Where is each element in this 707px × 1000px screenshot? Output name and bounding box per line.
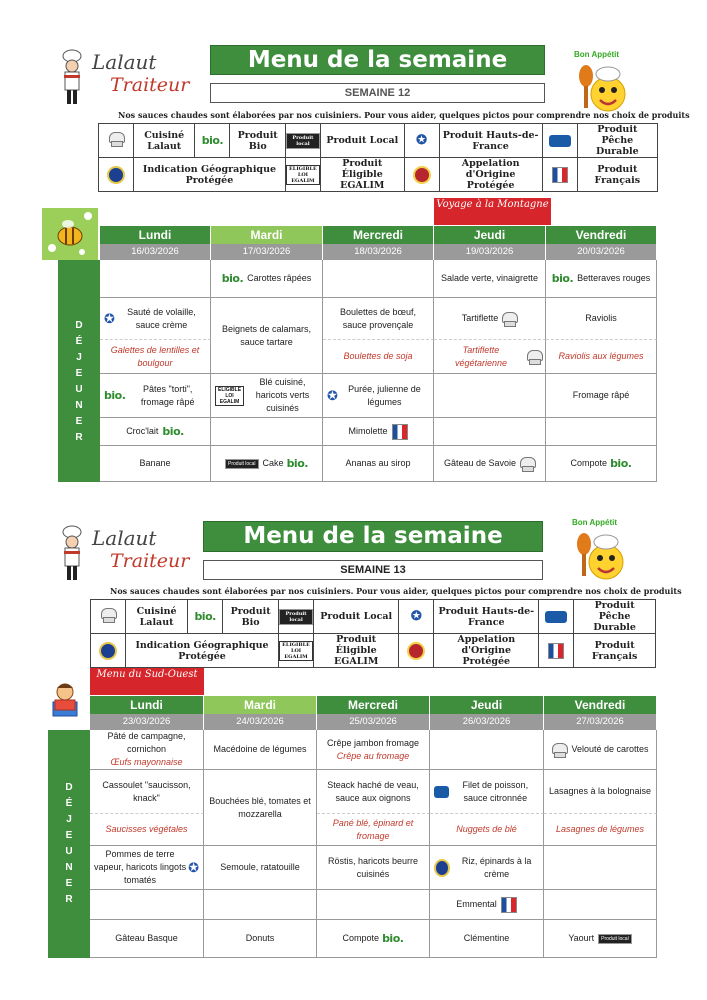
menu-cell <box>317 890 430 920</box>
menu-cell <box>430 814 544 846</box>
dish-text: Compote <box>342 933 380 943</box>
menu-cell <box>546 446 657 482</box>
legend-aop: Appelation d'Origine Protégée <box>439 158 542 192</box>
legend-icon-cell <box>542 124 577 158</box>
egalim-icon-line2: LOI EGALIM <box>284 647 308 660</box>
week-number: SEMAINE 13 <box>203 560 543 580</box>
day-date: 27/03/2026 <box>544 714 657 730</box>
day-date: 16/03/2026 <box>100 244 211 260</box>
dish-text: Tartiflette <box>461 313 499 323</box>
hauts-de-france-icon: ✪ <box>327 388 338 403</box>
bio-icon: bio. <box>221 272 244 285</box>
hauts-de-france-icon: ✪ <box>188 860 199 875</box>
legend-icon-cell <box>542 158 577 192</box>
legend-icon-cell <box>91 634 126 668</box>
menu-cell <box>430 890 544 920</box>
legend-icon-cell <box>99 124 134 158</box>
legend-icon-cell <box>279 634 314 668</box>
legend-peche: Produit Pêche Durable <box>574 600 656 634</box>
menu-cell <box>90 920 204 958</box>
dish-text: Raviolis aux légumes <box>558 351 644 361</box>
menu-cell <box>544 770 657 814</box>
legend-bio: Produit Bio <box>223 600 279 634</box>
menu-cell-alt: Œufs mayonnaise <box>110 757 183 767</box>
bio-icon: bio. <box>286 457 308 470</box>
day-header: Lundi <box>90 696 204 714</box>
legend-icon-cell <box>399 600 434 634</box>
day-header: Vendredi <box>546 226 657 244</box>
egalim-icon-line2: LOI EGALIM <box>291 171 315 184</box>
dish-text: Pâté de campagne, cornichon <box>107 731 186 754</box>
menu-cell <box>100 340 211 374</box>
legend-aop: Appelation d'Origine Protégée <box>434 634 539 668</box>
theme-banner: Voyage à la Montagne <box>434 198 551 225</box>
legend-hdf: Produit Hauts-de-France <box>434 600 539 634</box>
igp-icon <box>99 642 117 660</box>
dish-text: Lasagnes de légumes <box>555 824 645 834</box>
legend-icon-cell <box>195 124 230 158</box>
brand-logo <box>58 48 188 108</box>
sauce-note: Nos sauces chaudes sont élaborées par nos cuisiniers. Pour vous aider, quelques pictos pour comprendre nos choix de produits <box>110 586 682 596</box>
dish-text: Boulettes de soja <box>343 351 413 361</box>
pictogram-legend <box>98 123 658 192</box>
dish-text: Pommes de terre vapeur, haricots lingots tomatés <box>94 849 187 885</box>
produit-francais-icon <box>552 167 568 183</box>
menu-cell <box>317 770 430 814</box>
day-header: Mardi <box>204 696 317 714</box>
theme-banner: Menu du Sud-Ouest <box>90 668 204 695</box>
menu-cell <box>323 418 434 446</box>
day-date: 18/03/2026 <box>323 244 434 260</box>
menu-cell <box>546 298 657 340</box>
legend-icon-cell <box>539 634 574 668</box>
dejeuner-text: DÉJEUNER <box>75 320 83 443</box>
menu-cell <box>434 260 546 298</box>
menu-cell <box>544 890 657 920</box>
day-date: 17/03/2026 <box>211 244 323 260</box>
hauts-de-france-icon: ✪ <box>416 133 428 148</box>
dish-text: Raviolis <box>585 313 617 323</box>
legend-francais: Produit Français <box>574 634 656 668</box>
menu-cell <box>204 770 317 846</box>
menu-cell <box>211 298 323 374</box>
legend-egalim: Produit Éligible EGALIM <box>320 158 404 192</box>
dish-text: Crêpe jambon fromage <box>326 737 420 748</box>
chef-hat-icon <box>100 608 116 622</box>
day-date: 23/03/2026 <box>90 714 204 730</box>
dish-text: Banane <box>139 458 171 468</box>
legend-igp: Indication Géographique Protégée <box>126 634 279 668</box>
menu-cell <box>90 814 204 846</box>
hauts-de-france-icon: ✪ <box>104 311 115 326</box>
dish-text: Boulettes de bœuf, sauce provençale <box>339 306 417 330</box>
day-header: Mercredi <box>317 696 430 714</box>
menu-cell <box>544 814 657 846</box>
menu-cell <box>430 770 544 814</box>
aop-icon <box>407 642 425 660</box>
dish-text: Gâteau Basque <box>115 933 178 943</box>
dish-text: Gâteau de Savoie <box>443 458 517 468</box>
dish-text: Semoule, ratatouille <box>220 862 300 872</box>
page-title: Menu de la semaine <box>210 45 545 75</box>
bio-icon: bio. <box>382 932 404 945</box>
dejeuner-label <box>58 260 100 482</box>
legend-cuisine: Cuisiné Lalaut <box>134 124 195 158</box>
dish-text: Lasagnes à la bolognaise <box>548 786 652 796</box>
dish-text: Carottes râpées <box>247 273 312 283</box>
dish-text: Röstis, haricots beurre cuisinés <box>327 855 419 879</box>
bon-appetit-text: Bon Appétit <box>572 518 618 527</box>
menu-cell <box>211 374 323 418</box>
smiley-chef-icon <box>570 528 630 588</box>
menu-cell <box>546 260 657 298</box>
bon-appetit-text: Bon Appétit <box>574 50 620 59</box>
menu-cell <box>204 846 317 890</box>
bio-icon: bio. <box>194 610 216 623</box>
menu-cell <box>317 846 430 890</box>
menu-cell <box>204 890 317 920</box>
dish-text: Filet de poisson, sauce citronnée <box>462 779 529 803</box>
dish-text: Donuts <box>245 933 275 943</box>
dish-text: Mimolette <box>348 426 388 436</box>
dish-text: Velouté de carottes <box>571 744 649 754</box>
dish-text: Tartiflette végétarienne <box>454 344 507 368</box>
dish-text: Nuggets de blé <box>456 824 517 834</box>
dish-text: Cassoulet "saucisson, knack" <box>102 779 191 803</box>
menu-cell <box>430 730 544 770</box>
menu-cell <box>90 770 204 814</box>
dish-text: Betteraves rouges <box>577 273 651 283</box>
menu-cell <box>90 846 204 890</box>
menu-cell <box>90 730 204 770</box>
menu-cell <box>323 340 434 374</box>
menu-cell <box>211 418 323 446</box>
egalim-icon-line1: ÉLIGIBLE <box>289 165 317 172</box>
egalim-icon <box>215 386 244 406</box>
peche-durable-icon <box>549 135 571 147</box>
legend-icon-cell <box>404 158 439 192</box>
dish-text: Steack haché de veau, sauce aux oignons <box>327 779 419 803</box>
hauts-de-france-icon: ✪ <box>410 609 422 624</box>
chef-hat-icon <box>526 350 541 364</box>
legend-icon-cell <box>285 158 320 192</box>
legend-local: Produit Local <box>320 124 404 158</box>
dish-text: Ananas au sirop <box>345 458 411 468</box>
page-title: Menu de la semaine <box>203 521 543 552</box>
menu-cell <box>90 890 204 920</box>
menu-cell <box>211 446 323 482</box>
dish-text: Pané blé, épinard et fromage <box>332 817 414 841</box>
legend-icon-cell <box>188 600 223 634</box>
day-header: Vendredi <box>544 696 657 714</box>
legend-icon-cell <box>279 600 314 634</box>
legend-francais: Produit Français <box>577 158 657 192</box>
menu-cell <box>434 418 546 446</box>
egalim-icon <box>286 165 320 185</box>
egalim-icon-line1: ÉLIGIBLE <box>218 386 242 393</box>
menu-cell <box>317 814 430 846</box>
menu-cell <box>100 298 211 340</box>
day-header: Jeudi <box>430 696 544 714</box>
brand-logo <box>58 524 188 584</box>
legend-icon-cell <box>99 158 134 192</box>
menu-cell <box>323 374 434 418</box>
chef-hat-icon <box>519 457 535 471</box>
dish-text: Compote <box>570 458 608 468</box>
menu-cell <box>323 298 434 340</box>
menu-cell <box>317 730 430 770</box>
chef-icon <box>58 48 86 106</box>
dish-text: Salade verte, vinaigrette <box>440 273 539 283</box>
igp-icon <box>107 166 125 184</box>
menu-cell <box>546 340 657 374</box>
bon-appetit-badge <box>570 518 630 588</box>
reading-kid-icon <box>45 680 85 720</box>
menu-cell <box>434 446 546 482</box>
menu-cell <box>204 730 317 770</box>
egalim-icon-line1: ÉLIGIBLE <box>282 641 310 648</box>
brand-line1: Lalaut <box>92 50 157 74</box>
legend-bio: Produit Bio <box>230 124 285 158</box>
day-date: 25/03/2026 <box>317 714 430 730</box>
legend-local: Produit Local <box>314 600 399 634</box>
chef-hat-icon <box>551 743 567 757</box>
dish-text: Blé cuisiné, haricots verts cuisinés <box>255 377 310 413</box>
local-icon: Produit local <box>286 133 320 149</box>
egalim-icon-line2: LOI EGALIM <box>219 392 240 405</box>
dish-text: Purée, julienne de légumes <box>348 383 421 407</box>
igp-icon <box>434 859 450 877</box>
dish-text: Riz, épinards à la crème <box>461 855 532 879</box>
menu-cell <box>434 298 546 340</box>
brand-line1: Lalaut <box>92 526 157 550</box>
local-icon: Produit local <box>598 934 632 944</box>
dish-text: Macédoine de légumes <box>213 744 307 754</box>
dish-text: Cake <box>262 458 284 468</box>
peche-durable-icon <box>434 786 449 798</box>
dish-text: Emmental <box>456 899 497 909</box>
produit-francais-icon <box>548 643 564 659</box>
day-header: Mardi <box>211 226 323 244</box>
aop-icon <box>413 166 431 184</box>
dish-text: Clémentine <box>463 933 510 943</box>
brand-line2: Traiteur <box>110 74 190 96</box>
menu-cell <box>544 730 657 770</box>
day-header: Jeudi <box>434 226 546 244</box>
bio-icon: bio. <box>104 389 126 402</box>
menu-cell <box>434 340 546 374</box>
local-icon: Produit local <box>225 459 259 469</box>
legend-egalim: Produit Éligible EGALIM <box>314 634 399 668</box>
menu-cell <box>317 920 430 958</box>
bio-icon: bio. <box>162 425 184 438</box>
dejeuner-text: DÉJEUNER <box>65 782 73 905</box>
menu-cell <box>100 374 211 418</box>
peche-durable-icon <box>545 611 567 623</box>
brand-line2: Traiteur <box>110 550 190 572</box>
produit-francais-icon <box>501 897 517 913</box>
dish-text: Beignets de calamars, sauce tartare <box>221 323 312 347</box>
legend-icon-cell <box>539 600 574 634</box>
menu-cell <box>100 260 211 298</box>
menu-cell <box>546 418 657 446</box>
menu-cell <box>100 418 211 446</box>
dish-text: Croc'lait <box>126 426 159 436</box>
menu-cell <box>204 920 317 958</box>
day-header: Mercredi <box>323 226 434 244</box>
day-date: 20/03/2026 <box>546 244 657 260</box>
dish-text: Galettes de lentilles et boulgour <box>110 344 200 368</box>
menu-cell <box>546 374 657 418</box>
legend-icon-cell <box>399 634 434 668</box>
bio-icon: bio. <box>551 272 574 285</box>
day-date: 24/03/2026 <box>204 714 317 730</box>
produit-francais-icon <box>392 424 408 440</box>
bio-icon: bio. <box>201 134 224 147</box>
pictogram-legend <box>90 599 656 668</box>
menu-cell <box>323 446 434 482</box>
dish-text: Yaourt <box>568 933 595 943</box>
menu-cell <box>211 260 323 298</box>
local-icon: Produit local <box>279 609 313 625</box>
legend-cuisine: Cuisiné Lalaut <box>126 600 188 634</box>
week-number: SEMAINE 12 <box>210 83 545 103</box>
dish-text: Sauté de volaille, sauce crème <box>127 306 196 330</box>
menu-cell-alt: Crêpe au fromage <box>336 750 410 761</box>
sauce-note: Nos sauces chaudes sont élaborées par nos cuisiniers. Pour vous aider, quelques pictos pour comprendre nos choix de produits <box>118 110 690 120</box>
menu-cell <box>544 846 657 890</box>
legend-icon-cell <box>285 124 320 158</box>
menu-cell <box>434 374 546 418</box>
legend-igp: Indication Géographique Protégée <box>134 158 286 192</box>
chef-icon <box>58 524 86 582</box>
bee-illustration-icon <box>42 208 98 260</box>
bio-icon: bio. <box>610 457 632 470</box>
legend-hdf: Produit Hauts-de-France <box>439 124 542 158</box>
chef-hat-icon <box>501 312 517 326</box>
dish-text: Bouchées blé, tomates et mozzarella <box>209 795 311 819</box>
day-header: Lundi <box>100 226 211 244</box>
dish-text: Saucisses végétales <box>105 824 188 834</box>
dejeuner-label <box>48 730 90 958</box>
egalim-icon <box>279 641 313 661</box>
menu-cell <box>544 920 657 958</box>
legend-peche: Produit Pêche Durable <box>577 124 657 158</box>
menu-cell <box>100 446 211 482</box>
menu-cell <box>323 260 434 298</box>
legend-icon-cell <box>91 600 126 634</box>
menu-cell <box>430 846 544 890</box>
legend-icon-cell <box>404 124 439 158</box>
day-date: 19/03/2026 <box>434 244 546 260</box>
day-date: 26/03/2026 <box>430 714 544 730</box>
dish-text: Fromage râpé <box>572 390 630 400</box>
dish-text: Pâtes "torti", fromage râpé <box>140 383 195 407</box>
chef-hat-icon <box>108 132 124 146</box>
menu-cell <box>430 920 544 958</box>
